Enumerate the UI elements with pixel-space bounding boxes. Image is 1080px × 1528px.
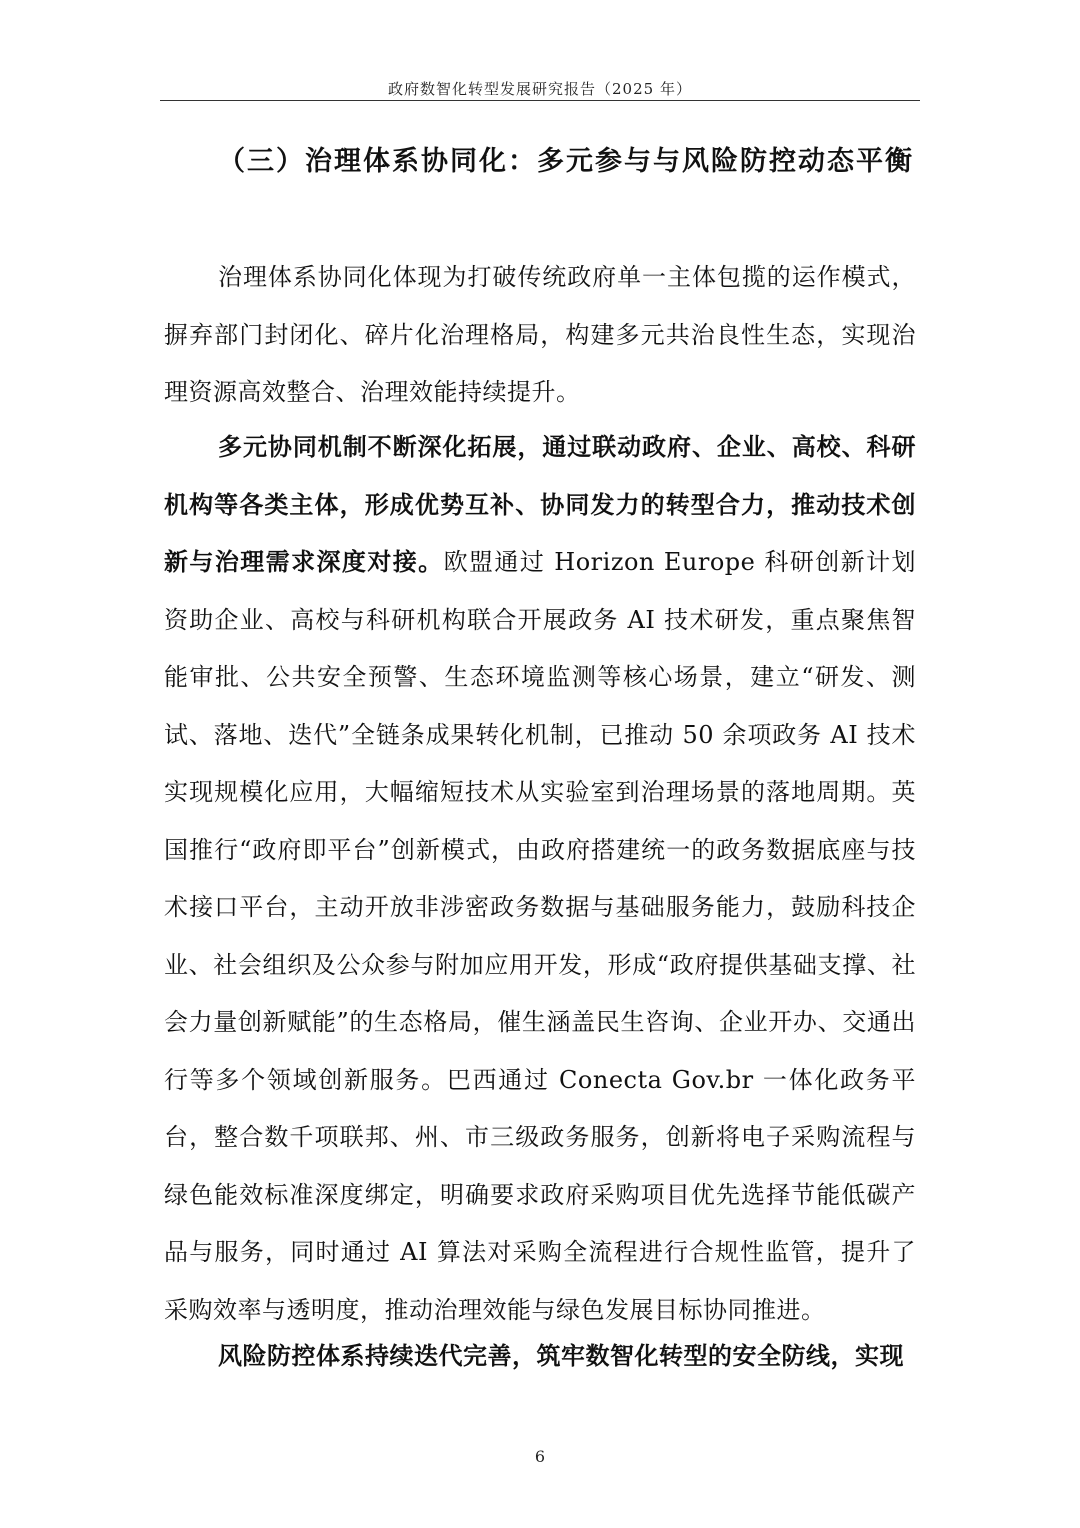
page-number: 6 [534, 1447, 546, 1466]
header-divider [160, 100, 920, 101]
paragraph-risk-control [164, 1328, 916, 1386]
paragraph-lead-sentence: 风险防控体系持续迭代完善，筑牢数智化转型的安全防线，实现 [218, 1342, 904, 1370]
paragraph-intro: 治理体系协同化体现为打破传统政府单一主体包揽的运作模式，摒弃部门封闭化、碎片化治理格局，构建多元共治良性生态，实现治理资源高效整合、治理效能持续提升。 [164, 263, 916, 406]
running-header-title: 政府数智化转型发展研究报告（2025 年） [388, 80, 692, 98]
section-heading: （三）治理体系协同化：多元参与与风险防控动态平衡 [218, 146, 914, 177]
paragraph-multi-party-collaboration [164, 419, 916, 1339]
paragraph-body-text: 欧盟通过 Horizon Europe 科研创新计划资助企业、高校与科研机构联合开展政务 AI 技术研发，重点聚焦智能审批、公共安全预警、生态环境监测等核心场景，建立“研发、测试、落地、迭代”全链条成果转化机制，已推动 50 余项政务 AI 技术实现规模化应用，大幅缩短技术从实验室到治理场景的落地周期。英国推行“政府即平台”创新模式，由政府搭建统一的政务数据底座与技术接口平台，主动开放非涉密政务数据与基础服务能力，鼓励科技企业、社会组织及公众参与附加应用开发，形成“政府提供基础支撑、社会力量创新赋能”的生态格局，催生涵盖民生咨询、企业开办、交通出行等多个领域创新服务。巴西通过 Conecta Gov.br 一体化政务平台，整合数千项联邦、州、市三级政务服务，创新将电子采购流程与绿色能效标准深度绑定，明确要求政府采购项目优先选择节能低碳产品与服务，同时通过 AI 算法对采购全流程进行合规性监管，提升了采购效率与透明度，推动治理效能与绿色发展目标协同推进。 [164, 548, 916, 1324]
paragraph-lead-sentence: 多元协同机制不断深化拓展，通过联动政府、企业、高校、科研机构等各类主体，形成优势互补、协同发力的转型合力，推动技术创新与治理需求深度对接。 [164, 433, 916, 576]
